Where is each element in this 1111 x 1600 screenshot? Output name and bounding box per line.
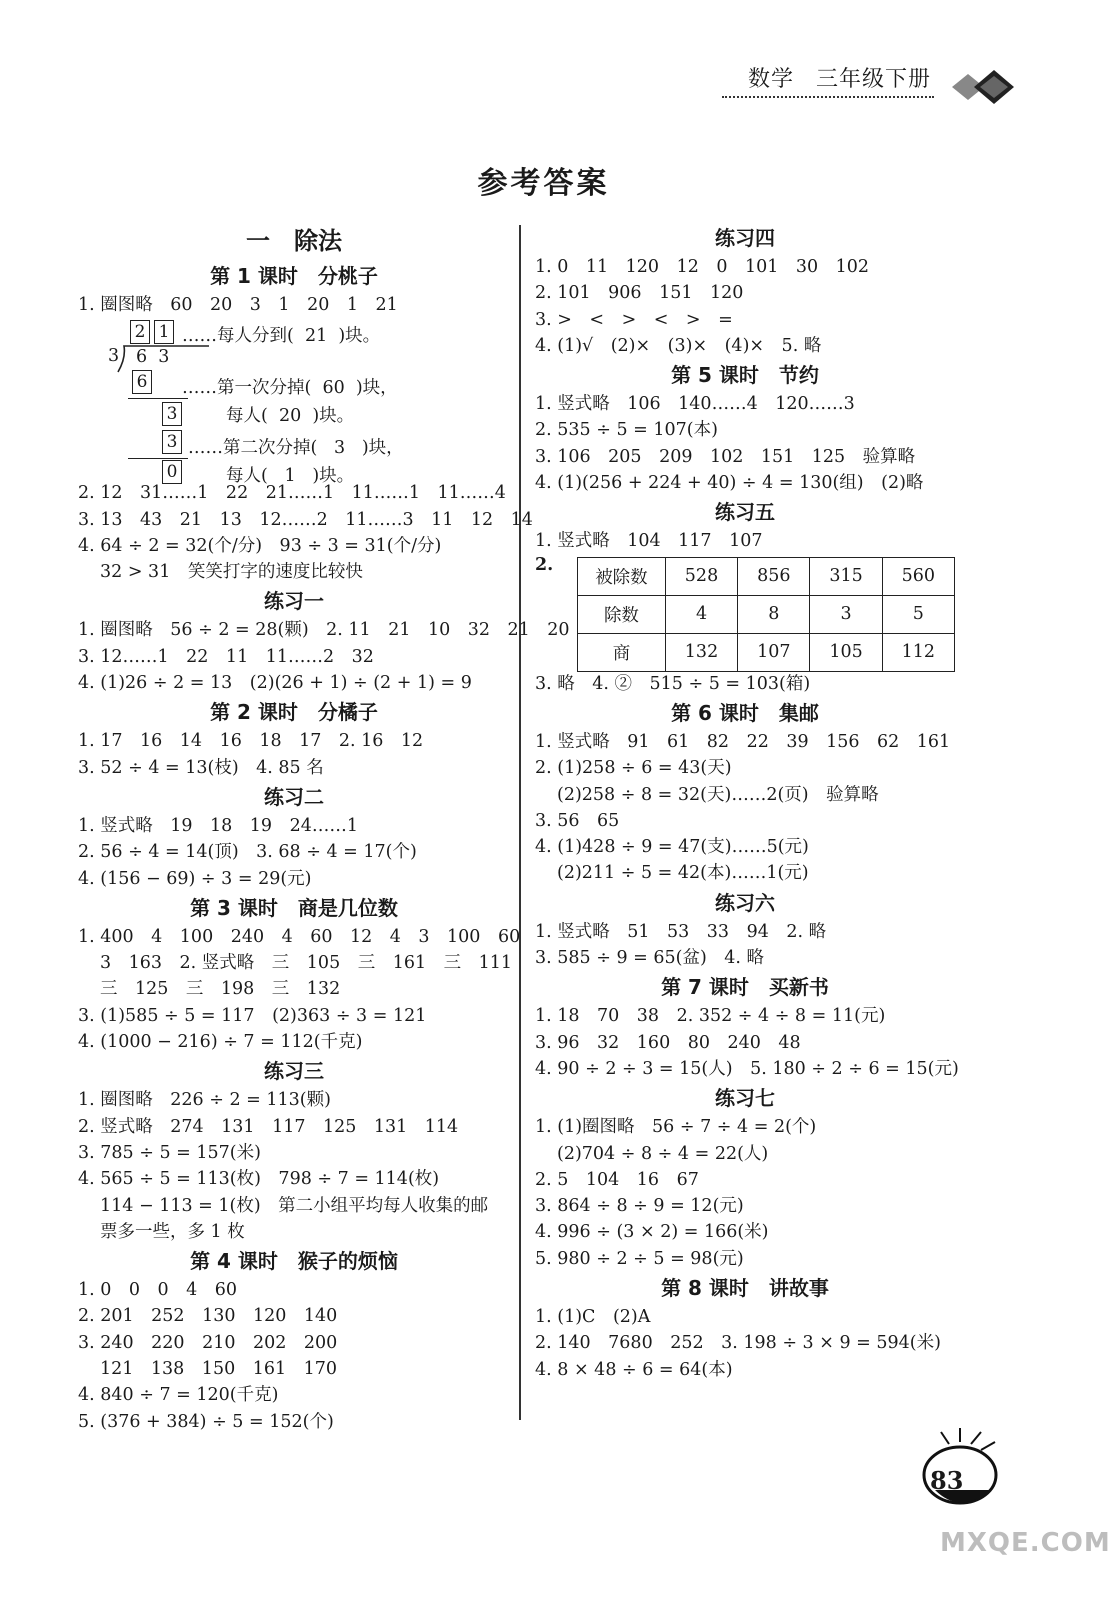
answer-line: 3. 12……1 22 11 11……2 32 — [78, 646, 374, 667]
lesson-title: 第 6 课时 集邮 — [671, 700, 819, 725]
table-cell: 8 — [738, 595, 810, 633]
header-grade: 三年级下册 — [816, 67, 932, 92]
answer-line: 1. 17 16 14 16 18 17 2. 16 12 — [78, 731, 424, 752]
answer-line: 3. (1)585 ÷ 5 = 117 (2)363 ÷ 3 = 121 — [78, 1005, 427, 1026]
page-number: 83 — [930, 1466, 964, 1495]
answer-line: 4. (1000 − 216) ÷ 7 = 112(千克) — [78, 1032, 363, 1053]
subtraction-line — [128, 398, 188, 399]
answer-line: 1. 竖式略 19 18 19 24……1 — [78, 815, 358, 836]
exercise-title: 练习三 — [264, 1059, 324, 1084]
answer-line: 4. 90 ÷ 2 ÷ 3 = 15(人) 5. 180 ÷ 2 ÷ 6 = 15(元) — [535, 1058, 959, 1079]
answer-line: 2. 101 906 151 120 — [535, 283, 744, 304]
table-cell: 528 — [665, 557, 737, 595]
subtraction-line — [128, 458, 188, 459]
partial-product: 6 — [132, 370, 152, 394]
lesson-title: 第 4 课时 猴子的烦恼 — [190, 1249, 398, 1274]
table-row — [578, 595, 955, 633]
answer-line: 1. 18 70 38 2. 352 ÷ 4 ÷ 8 = 11(元) — [535, 1006, 886, 1027]
answer-line: 1. 竖式略 91 61 82 22 39 156 62 161 — [535, 731, 951, 752]
answer-line: 票多一些，多 1 枚 — [100, 1221, 245, 1242]
answer-line: 114 − 113 = 1(枚) 第二小组平均每人收集的邮 — [100, 1195, 489, 1216]
answer-line: 1. 圈图略 226 ÷ 2 = 113(颗) — [78, 1090, 331, 1111]
page-title: 参考答案 — [477, 166, 610, 201]
table-cell: 132 — [665, 633, 737, 671]
answer-line: 4. (156 − 69) ÷ 3 = 29(元) — [78, 868, 312, 889]
quotient-digit: 1 — [154, 320, 174, 344]
table-cell: 5 — [882, 595, 954, 633]
table-cell: 商 — [578, 633, 666, 671]
quotient-note: ……每人分到( 21 )块。 — [182, 326, 381, 347]
partial-product: 3 — [162, 430, 182, 454]
answer-line: 3. > < > < > = — [535, 309, 733, 330]
table-cell: 856 — [738, 557, 810, 595]
table-row — [578, 557, 955, 595]
answer-line: 3 163 2. 竖式略 三 105 三 161 三 111 — [100, 953, 513, 974]
exercise-title: 练习五 — [715, 500, 775, 525]
table-cell: 112 — [882, 633, 954, 671]
exercise-title: 练习二 — [264, 784, 324, 809]
table-cell: 除数 — [578, 595, 666, 633]
answer-line: (2)211 ÷ 5 = 42(本)……1(元) — [557, 863, 809, 884]
answer-line: (2)258 ÷ 8 = 32(天)……2(页) 验算略 — [557, 784, 879, 805]
lesson-title: 第 3 课时 商是几位数 — [190, 895, 398, 920]
answer-line: 3. 52 ÷ 4 = 13(枝) 4. 85 名 — [78, 757, 324, 778]
answer-line: 3. 864 ÷ 8 ÷ 9 = 12(元) — [535, 1196, 744, 1217]
answer-line: 4. (1)√ (2)× (3)× (4)× 5. 略 — [535, 335, 822, 356]
answer-line: 4. 64 ÷ 2 = 32(个/分) 93 ÷ 3 = 31(个/分) — [78, 535, 442, 556]
answer-line: 3. 96 32 160 80 240 48 — [535, 1032, 801, 1053]
answer-line: (2)704 ÷ 8 ÷ 4 = 22(人) — [557, 1143, 769, 1164]
header-rule — [722, 96, 934, 98]
table-cell: 被除数 — [578, 557, 666, 595]
answer-line: 2. 12 31……1 22 21……1 11……1 11……4 — [78, 483, 506, 504]
answer-line: 4. (1)(256 + 224 + 40) ÷ 4 = 130(组) (2)略 — [535, 473, 924, 494]
lesson-title: 第 8 课时 讲故事 — [661, 1276, 829, 1301]
remainder-digit: 0 — [162, 460, 182, 484]
dividend: 6 3 — [136, 347, 170, 368]
answer-line: 4. (1)428 ÷ 9 = 47(支)……5(元) — [535, 837, 809, 858]
header-subject: 数学 — [748, 67, 795, 92]
answer-line: 32 > 31 笑笑打字的速度比较快 — [100, 562, 363, 583]
exercise-title: 练习七 — [715, 1086, 775, 1111]
right-column — [535, 222, 959, 1383]
long-division-diagram — [78, 318, 510, 487]
running-header — [748, 62, 953, 93]
answer-line: 4. (1)26 ÷ 2 = 13 (2)(26 + 1) ÷ (2 + 1) = 9 — [78, 673, 472, 694]
page-badge-icon — [915, 1420, 1005, 1510]
table-cell: 105 — [810, 633, 882, 671]
answer-line: 4. 996 ÷ (3 × 2) = 166(米) — [535, 1222, 769, 1243]
watermark: MXQE.COM — [940, 1528, 1111, 1558]
answer-line: 2. 140 7680 252 3. 198 ÷ 3 × 9 = 594(米) — [535, 1333, 941, 1354]
answer-line: 3. 106 205 209 102 151 125 验算略 — [535, 446, 916, 467]
answer-line: 三 125 三 198 三 132 — [100, 979, 341, 1000]
division-table — [577, 557, 955, 672]
answer-line: 1. 400 4 100 240 4 60 12 4 3 100 60 — [78, 926, 521, 947]
step-note: ……第二次分掉( 3 )块， — [188, 438, 404, 459]
answer-line: 2. 535 ÷ 5 = 107(本) — [535, 420, 718, 441]
answer-line: 4. 840 ÷ 7 = 120(千克) — [78, 1385, 279, 1406]
answer-line: 1. (1)C (2)A — [535, 1307, 651, 1328]
lesson-title: 第 1 课时 分桃子 — [210, 264, 378, 288]
quotient-digit: 2 — [130, 320, 150, 344]
lesson-title: 第 2 课时 分橘子 — [210, 700, 378, 725]
left-column — [78, 222, 570, 1435]
table-cell: 4 — [665, 595, 737, 633]
exercise-title: 练习一 — [264, 589, 324, 614]
lesson-title: 第 7 课时 买新书 — [661, 975, 829, 1000]
answer-line: 3. 56 65 — [535, 810, 620, 831]
answer-line: 1. 0 11 120 12 0 101 30 102 — [535, 257, 870, 277]
answer-line: 3. 785 ÷ 5 = 157(米) — [78, 1142, 261, 1163]
step-note: ……第一次分掉( 60 )块， — [182, 378, 398, 399]
answer-line: 4. 8 × 48 ÷ 6 = 64(本) — [535, 1359, 733, 1380]
unit-title: 一 除法 — [246, 227, 342, 255]
question-number: 2. — [535, 554, 554, 575]
answer-line: 1. 竖式略 106 140……4 120……3 — [535, 394, 855, 415]
answer-line: 1. 竖式略 104 117 107 — [535, 531, 763, 552]
table-row — [578, 633, 955, 671]
answer-line: 2. 竖式略 274 131 117 125 131 114 — [78, 1116, 459, 1137]
answer-line: 2. 56 ÷ 4 = 14(顶) 3. 68 ÷ 4 = 17(个) — [78, 842, 417, 863]
answer-line: 2. (1)258 ÷ 6 = 43(天) — [535, 758, 732, 779]
table-cell: 315 — [810, 557, 882, 595]
column-divider — [519, 225, 521, 1420]
answer-line: 4. 565 ÷ 5 = 113(枚) 798 ÷ 7 = 114(枚) — [78, 1169, 440, 1190]
answer-line: 3. 13 43 21 13 12……2 11……3 11 12 14 — [78, 509, 533, 530]
answer-line: 5. 980 ÷ 2 ÷ 5 = 98(元) — [535, 1248, 744, 1269]
answer-line: 121 138 150 161 170 — [100, 1359, 338, 1380]
answer-line: 1. 圈图略 56 ÷ 2 = 28(颗) 2. 11 21 10 32 21 20 — [78, 620, 570, 641]
answer-line: 5. (376 + 384) ÷ 5 = 152(个) — [78, 1411, 334, 1432]
answer-line: 3. 585 ÷ 9 = 65(盆) 4. 略 — [535, 948, 765, 969]
answer-line: 2. 5 104 16 67 — [535, 1169, 699, 1190]
table-cell: 107 — [738, 633, 810, 671]
answer-line: 1. (1)圈图略 56 ÷ 7 ÷ 4 = 2(个) — [535, 1117, 817, 1138]
answer-line: 2. 201 252 130 120 140 — [78, 1306, 338, 1327]
step-note: 每人( 20 )块。 — [226, 406, 355, 427]
exercise-title: 练习六 — [715, 890, 775, 915]
step-note: 每人( 1 )块。 — [226, 466, 355, 487]
table-cell: 3 — [810, 595, 882, 633]
answer-line: 3. 略 4. ② 515 ÷ 5 = 103(箱) — [535, 673, 811, 694]
lesson-title: 第 5 课时 节约 — [671, 363, 819, 388]
divisor: 3 — [108, 346, 120, 367]
answer-line: 3. 240 220 210 202 200 — [78, 1332, 338, 1353]
answer-line: 1. 圈图略 60 20 3 1 20 1 21 — [78, 295, 398, 315]
answer-line: 1. 竖式略 51 53 33 94 2. 略 — [535, 921, 827, 942]
exercise-title: 练习四 — [715, 226, 775, 250]
division-table-block — [535, 555, 955, 671]
table-cell: 560 — [882, 557, 954, 595]
answer-line: 1. 0 0 0 4 60 — [78, 1280, 238, 1301]
diamond-ornament-icon — [944, 62, 1024, 112]
remainder-digit: 3 — [162, 402, 182, 426]
